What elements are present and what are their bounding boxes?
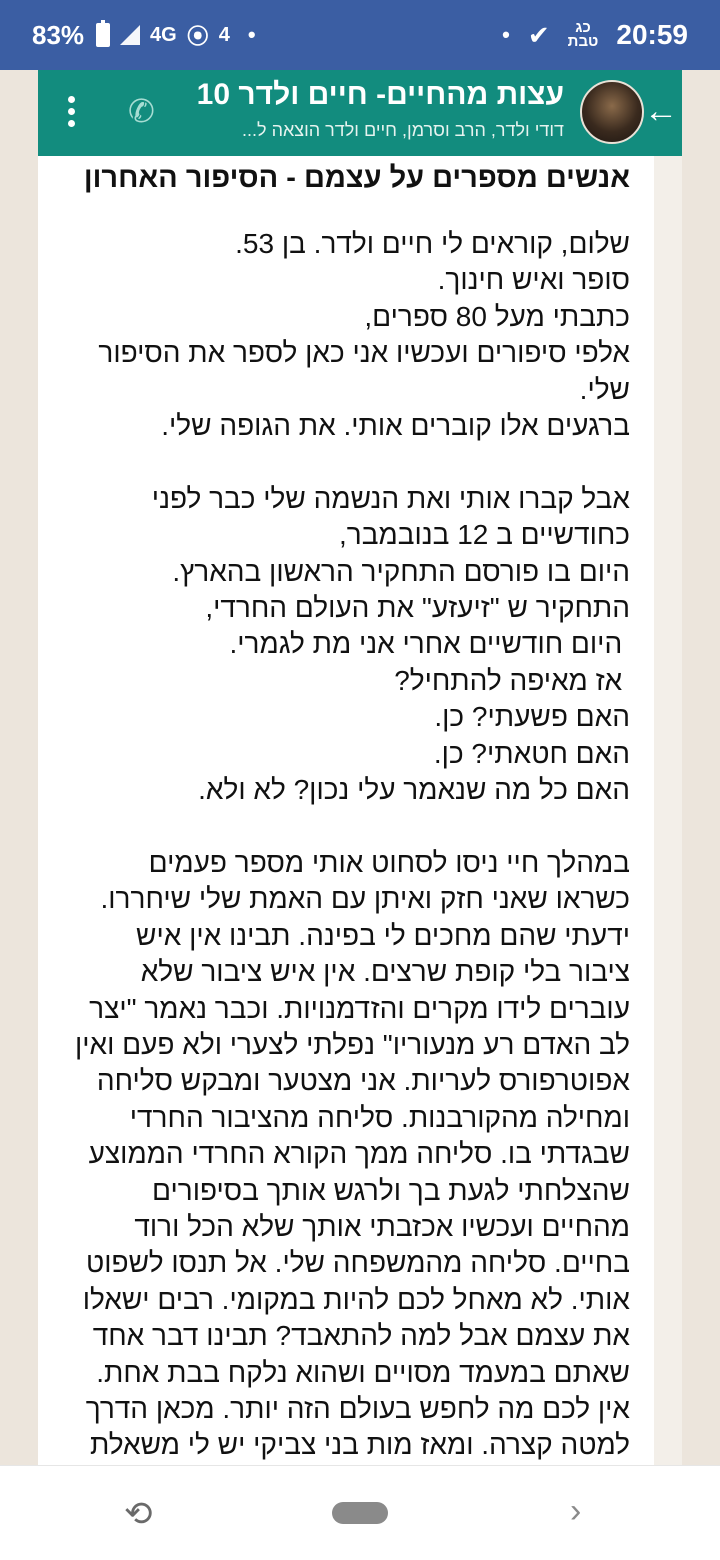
notification-dot-right: • [502,22,510,47]
hebrew-date [568,21,599,49]
hebrew-date-day: כג [575,19,591,36]
forward-icon[interactable]: › [570,1492,582,1530]
back-arrow-icon[interactable]: ← [644,92,678,130]
battery-icon [96,23,110,47]
chat-title[interactable]: עצות מהחיים- חיים ולדר 10 [196,78,564,111]
hebrew-date-month: טבת [567,33,599,50]
clock: 20:59 [616,19,688,50]
network-type: 4G [150,23,177,46]
battery-percentage: 83% [32,19,85,50]
rotate-icon[interactable]: ⟲ [124,1495,153,1533]
paper-margin-right [682,70,720,1465]
signal-icon [120,25,140,45]
add-call-icon[interactable]: ✆ [128,93,155,129]
paper-margin-left [0,70,38,1465]
menu-dot [68,120,75,127]
status-right [502,19,688,51]
message-bubble[interactable] [38,156,654,1465]
menu-dot [68,96,75,103]
status-bar [0,0,720,70]
chat-participants[interactable]: דודי ולדר, הרב וסרמן, חיים ולדר הוצאה ל... [242,120,564,140]
hotspot-icon: ⦿ [186,23,209,49]
chat-header [38,70,682,156]
group-avatar[interactable] [580,80,644,144]
hotspot-count: 4 [218,23,230,46]
message-body: שלום, קוראים לי חיים ולדר. בן 53. סופר ואיש חינוך. כתבתי מעל 80 ספרים, אלפי סיפורים ועכשיו אני כאן לספר את הסיפור שלי. ברגעים אלו קוברים אותי. את הגופה שלי. אבל קברו אותי ואת הנשמה שלי כבר לפני כחודשיים ב 12 בנובמבר, היום בו פורסם התחקיר הראשון בהארץ. התחקיר ש "זיעזע" את העולם החרדי, היום חודשיים אחרי אני מת לגמרי. אז מאיפה להתחיל? האם פשעתי? כן. האם חטאתי? כן. האם כל מה שנאמר עלי נכון? לא ולא. במהלך חיי ניסו לסחוט אותי מספר פעמים כשראו שאני חזק ואיתן עם האמת שלי שיחררו. ידעתי שהם מחכים לי בפינה. תבינו אין איש ציבור בלי קופת שרצים. אין איש ציבור שלא עוברים לידו מקרים והזדמנויות. וכבר נאמר "יצר לב האדם רע מנעוריו" נפלתי לצערי ולא פעם ואין אפוטרפורס לעריות. אני מצטער ומבקש סליחה ומחילה מהקורבנות. סליחה מהציבור החרדי שבגדתי בו. סליחה ממך הקורא החרדי הממוצע שהצלחתי לגעת בך ולרגש אותך בסיפורים מהחיים ועכשיו אכזבתי אותך שלא הכל ורוד בחיים. סליחה מהמשפחה שלי. אל תנסו לשפוט אותי. לא מאחל לכם להיות במקומי. רבים ישאלו את עצמם אבל למה להתאבד? תבינו דבר אחד שאתם במעמד מסויים ושהוא נלקח בבת אחת. אין לכם מה לחפש בעולם הזה יותר. מכאן הדרך למטה קצרה. ומאז מות בני צביקי יש לי משאלת [74,228,630,1461]
status-left [32,20,256,51]
more-options-icon[interactable] [68,96,78,132]
message-heading: אנשים מספרים על עצמם - הסיפור האחרון [83,162,630,194]
notification-dot: • [247,22,256,47]
home-button[interactable] [332,1502,388,1524]
navigation-bar [0,1465,720,1560]
check-icon: ✔ [527,19,550,50]
menu-dot [68,108,75,115]
